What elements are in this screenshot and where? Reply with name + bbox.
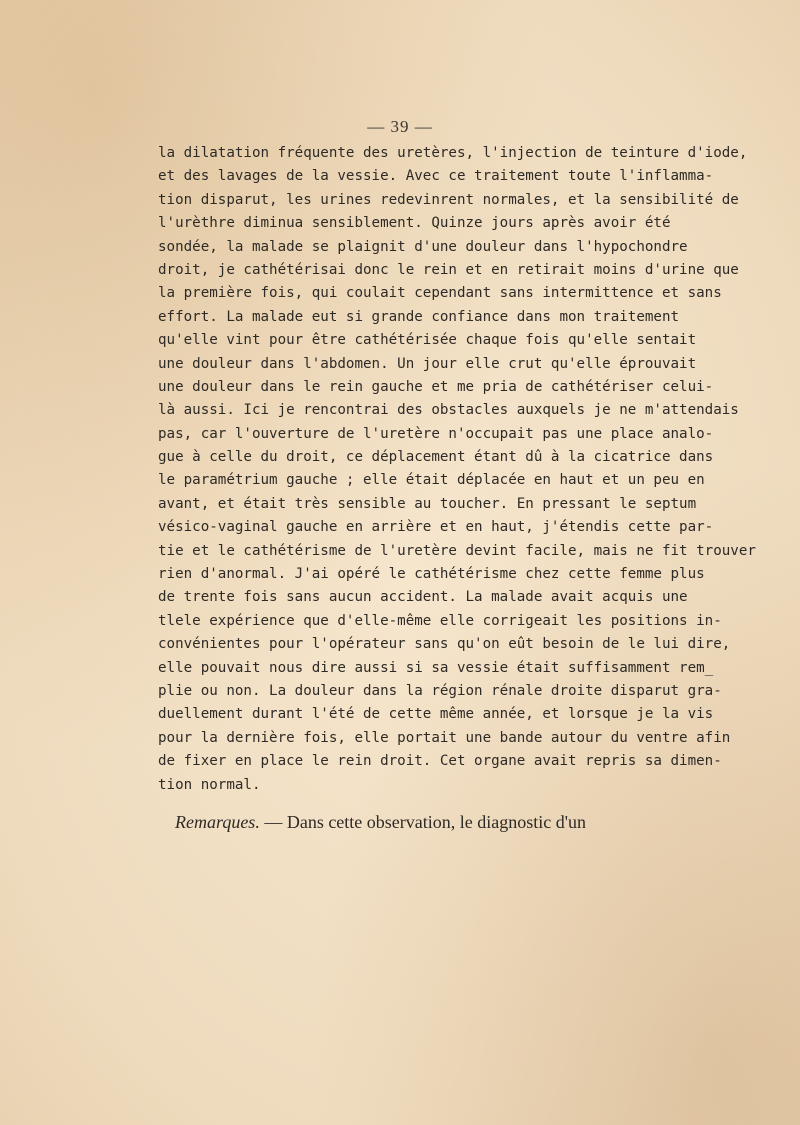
text-line: avant, et était très sensible au toucher. En pressant le septum: [158, 495, 697, 512]
text-line: pour la dernière fois, elle portait une bande autour du ventre afin: [158, 729, 731, 746]
text-line: de trente fois sans aucun accident. La malade avait acquis une: [158, 589, 688, 606]
text-line: qu'elle vint pour être cathétérisée chaque fois qu'elle sentait: [158, 332, 697, 349]
text-line: tlele expérience que d'elle-même elle corrigeait les positions in-: [158, 612, 722, 629]
remarks-label: Remarques.: [175, 812, 260, 832]
text-line: effort. La malade eut si grande confiance dans mon traitement: [158, 308, 680, 325]
text-line: le paramétrium gauche ; elle était déplacée en haut et un peu en: [158, 472, 705, 489]
text-line: convénientes pour l'opérateur sans qu'on eût besoin de le lui dire,: [158, 636, 731, 653]
page-number: — 39 —: [367, 117, 433, 136]
body-paragraph: [158, 142, 756, 797]
text-line: plie ou non. La douleur dans la région rénale droite disparut gra-: [158, 682, 722, 699]
remarks-line: [175, 810, 615, 834]
text-line: de fixer en place le rein droit. Cet organe avait repris sa dimen-: [158, 753, 722, 770]
text-line: là aussi. Ici je rencontrai des obstacles auxquels je ne m'attendais: [158, 402, 739, 419]
text-line: vésico-vaginal gauche en arrière et en haut, j'étendis cette par-: [158, 519, 714, 536]
text-line: tie et le cathétérisme de l'uretère devint facile, mais ne fit trouver: [158, 542, 756, 559]
text-line: sondée, la malade se plaignit d'une douleur dans l'hypochondre: [158, 238, 688, 255]
text-line: pas, car l'ouverture de l'uretère n'occupait pas une place analo-: [158, 425, 714, 442]
text-line: et des lavages de la vessie. Avec ce traitement toute l'inflamma-: [158, 168, 714, 185]
text-line: tion disparut, les urines redevinrent normales, et la sensibilité de: [158, 191, 739, 208]
text-line: l'urèthre diminua sensiblement. Quinze jours après avoir été: [158, 215, 671, 232]
remarks-text: — Dans cette observation, le diagnostic d'un: [259, 812, 586, 832]
text-line: la première fois, qui coulait cependant sans intermittence et sans: [158, 285, 722, 302]
text-line: la dilatation fréquente des uretères, l'injection de teinture d'iode,: [158, 145, 748, 161]
text-line: gue à celle du droit, ce déplacement étant dû à la cicatrice dans: [158, 449, 714, 466]
text-line: droit, je cathétérisai donc le rein et en retirait moins d'urine que: [158, 261, 739, 278]
text-line: tion normal.: [158, 776, 261, 793]
text-line: une douleur dans l'abdomen. Un jour elle crut qu'elle éprouvait: [158, 355, 697, 372]
text-line: une douleur dans le rein gauche et me pria de cathétériser celui-: [158, 378, 714, 395]
text-line: rien d'anormal. J'ai opéré le cathétérisme chez cette femme plus: [158, 566, 705, 583]
text-line: elle pouvait nous dire aussi si sa vessie était suffisamment rem_: [158, 659, 714, 676]
text-line: duellement durant l'été de cette même année, et lorsque je la vis: [158, 706, 714, 723]
